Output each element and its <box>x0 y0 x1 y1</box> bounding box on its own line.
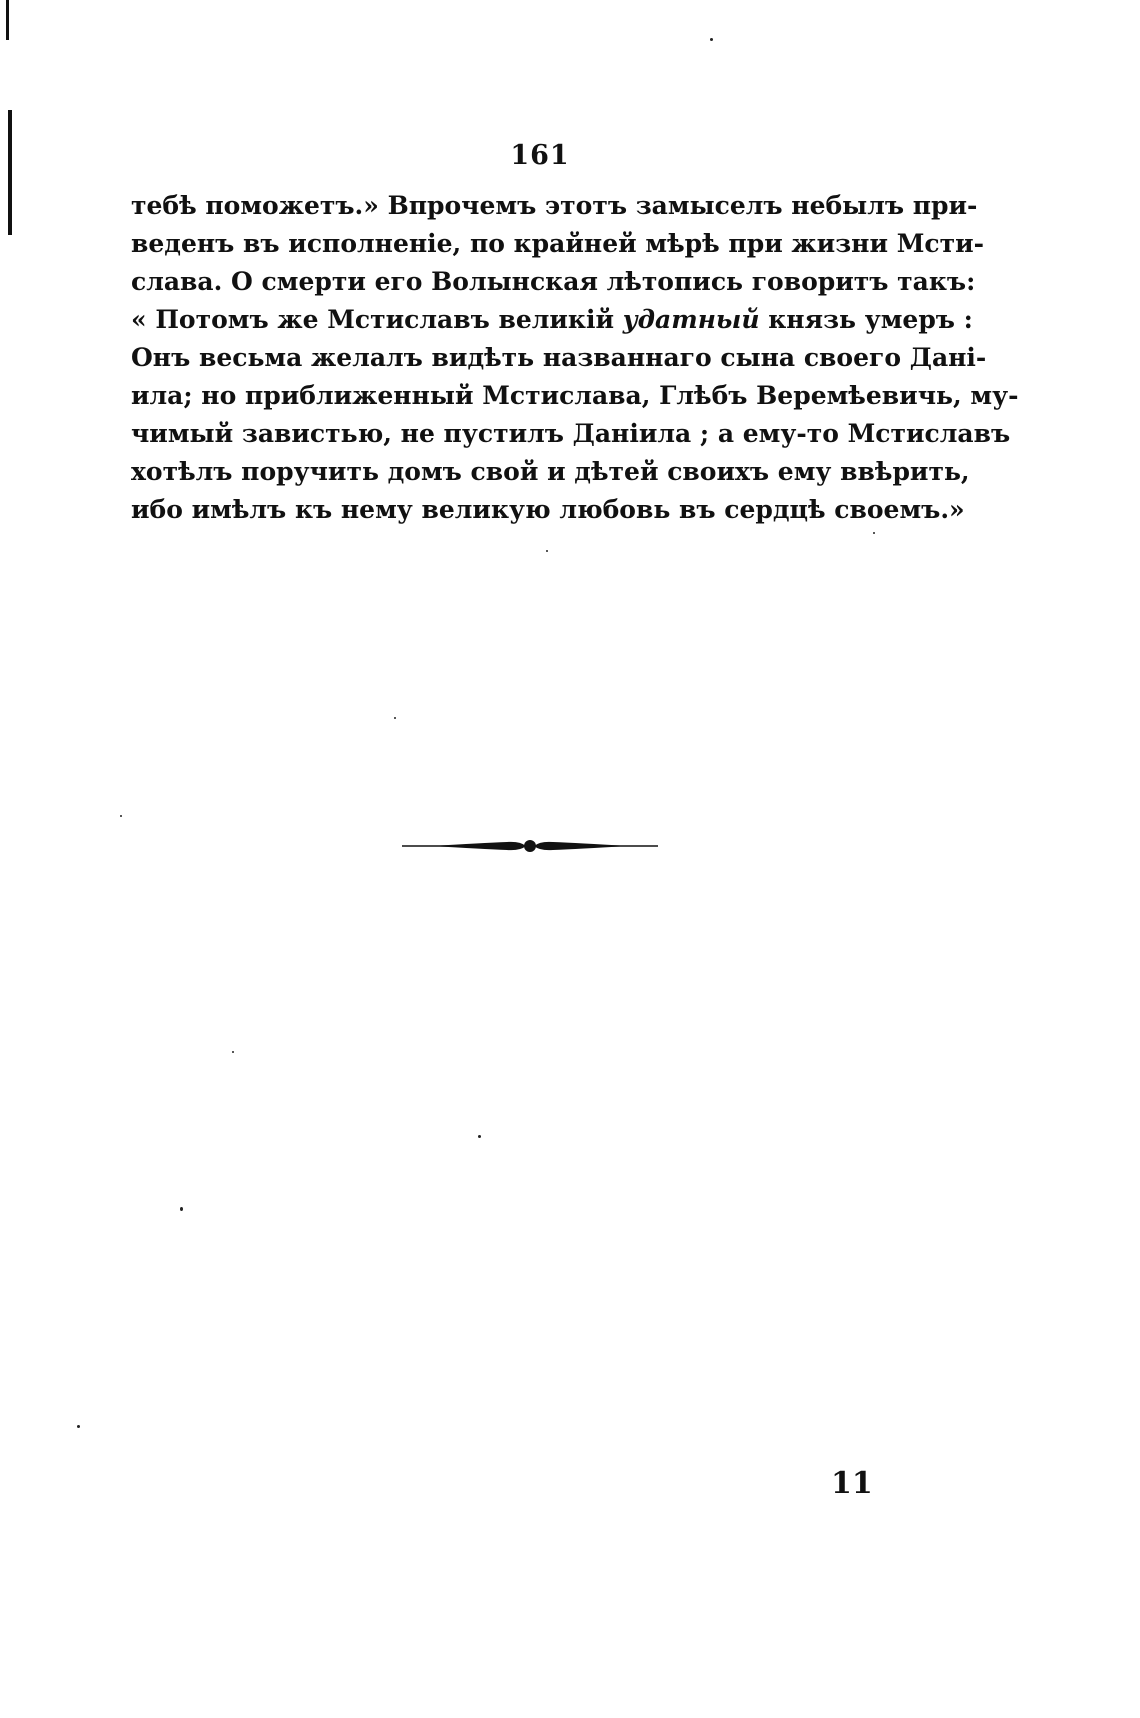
italic-word: удатный <box>622 305 760 334</box>
scan-edge-mark <box>6 0 9 40</box>
ornament-divider <box>402 836 658 856</box>
text-line: Онъ весьма желалъ видѣть названнаго сына своего Дані- <box>131 343 987 372</box>
scan-speck <box>710 38 713 41</box>
scan-speck <box>180 1207 183 1211</box>
scan-speck <box>546 550 548 552</box>
text-line: ила; но приближенный Мстислава, Глѣбъ Веремѣевичь, му- <box>131 381 1019 410</box>
text-line <box>131 301 973 339</box>
scan-speck <box>120 815 122 817</box>
scan-speck <box>873 532 875 534</box>
scan-speck <box>478 1135 481 1138</box>
text-line: тебѣ поможетъ.» Впрочемъ этотъ замыселъ небылъ при- <box>131 191 978 220</box>
text-line: чимый завистью, не пустилъ Даніила ; а ему-то Мстиславъ <box>131 419 1011 448</box>
scan-edge-mark <box>8 110 12 235</box>
text-segment: « Потомъ же Мстиславъ великій <box>131 305 623 334</box>
scan-speck <box>77 1425 80 1428</box>
text-segment: князь умеръ : <box>759 305 973 334</box>
text-line: ибо имѣлъ къ нему великую любовь въ сердцѣ своемъ.» <box>131 495 965 524</box>
page-number: 161 <box>510 140 570 171</box>
signature-mark: 11 <box>831 1466 873 1501</box>
body-text <box>131 187 1019 529</box>
text-line: слава. О смерти его Волынская лѣтопись говоритъ такъ: <box>131 267 976 296</box>
scan-speck <box>394 717 396 719</box>
scan-speck <box>232 1051 234 1053</box>
text-line: веденъ въ исполненіе, по крайней мѣрѣ при жизни Мсти- <box>131 229 985 258</box>
text-line: хотѣлъ поручить домъ свой и дѣтей своихъ ему ввѣрить, <box>131 457 970 486</box>
